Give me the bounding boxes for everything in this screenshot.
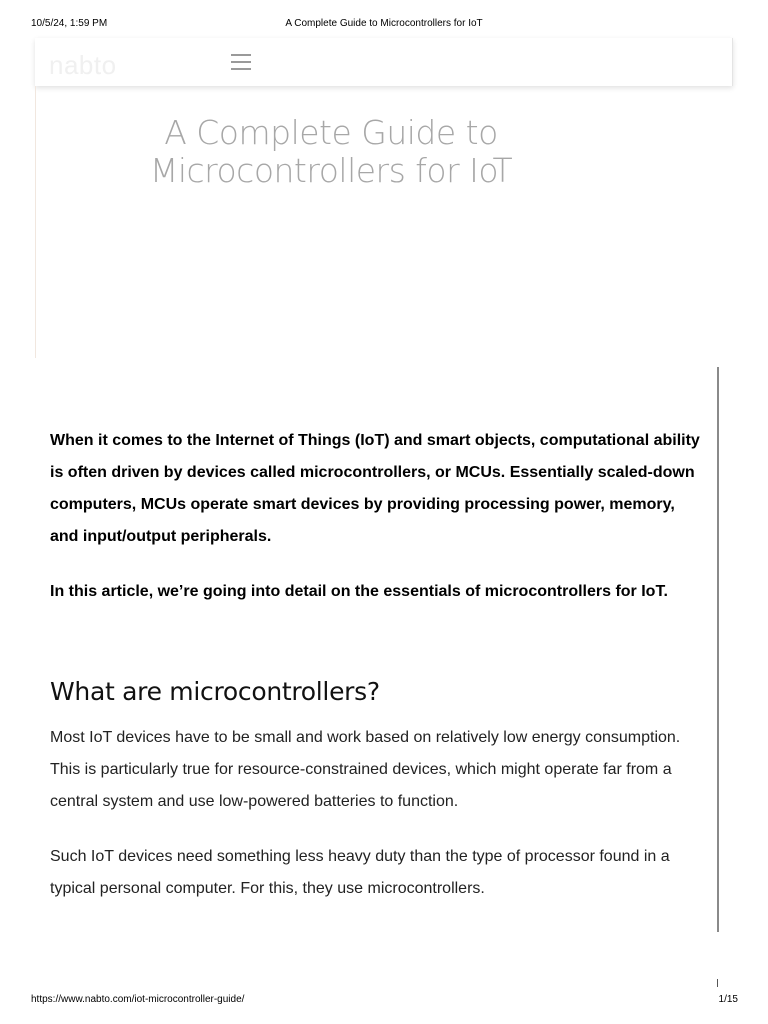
body-paragraph-1: Most IoT devices have to be small and work based on relatively low energy consumption. This is particularly true for resource-constrained devices, which might operate far from a central system and use low-powered batteries to function.: [50, 729, 681, 810]
print-url: https://www.nabto.com/iot-microcontroller-guide/: [31, 994, 245, 1005]
site-header: [35, 38, 733, 86]
page-title: A Complete Guide to Microcontrollers for IoT: [149, 113, 513, 190]
hero-banner: [35, 86, 733, 358]
article-content: [50, 425, 700, 905]
section-heading: What are microcontrollers?: [50, 677, 380, 706]
hamburger-menu-icon[interactable]: [231, 54, 251, 70]
scroll-indicator-tick: [717, 979, 718, 987]
scroll-indicator-line: [717, 367, 719, 932]
intro-paragraph-2: In this article, we’re going into detail on the essentials of microcontrollers for IoT.: [50, 583, 668, 600]
site-logo[interactable]: nabto: [49, 50, 117, 80]
print-page-title: A Complete Guide to Microcontrollers for IoT: [285, 18, 483, 29]
body-paragraph-2: Such IoT devices need something less heavy duty than the type of processor found in a typical personal computer. For this, they use microcontrollers.: [50, 848, 670, 897]
intro-paragraph: When it comes to the Internet of Things (IoT) and smart objects, computational ability is often driven by devices called microcontrollers, or MCUs. Essentially scaled-down computers, MCUs operate smart devices by providing processing power, memory, and input/output peripherals.: [50, 432, 700, 545]
print-datetime: 10/5/24, 1:59 PM: [31, 18, 108, 29]
print-page-number: 1/15: [718, 994, 738, 1005]
print-header: [0, 18, 768, 32]
